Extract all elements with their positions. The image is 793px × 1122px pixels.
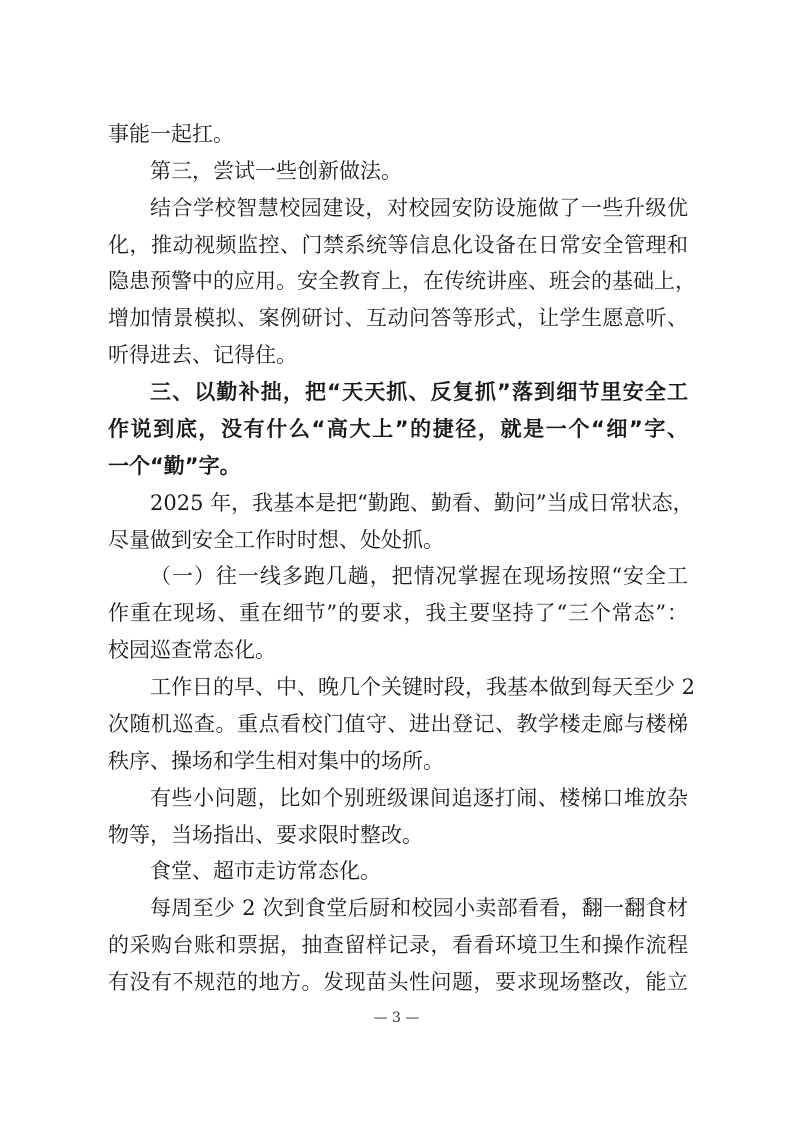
text-line-19: 每周至少 2 次到食堂后厨和校园小卖部看看，翻一翻食材 [150, 896, 688, 921]
text-line-12: 校园巡查常态化。 [108, 638, 276, 663]
text-line-7: 听得进去、记得住。 [108, 343, 297, 368]
text-line-15: 秩序、操场和学生相对集中的场所。 [108, 748, 444, 773]
text-line-14: 次随机巡查。重点看校门值守、进出登记、教学楼走廊与楼梯 [108, 711, 688, 736]
heading-line-1: 三、以勤补拙，把“天天抓、反复抓”落到细节里安全工 [150, 380, 688, 405]
text-line-8: 2025 年，我基本是把“勤跑、勤看、勤问”当成日常状态， [150, 490, 694, 515]
text-line-17: 物等，当场指出、要求限时整改。 [108, 822, 423, 847]
text-line-4: 化，推动视频监控、门禁系统等信息化设备在日常安全管理和 [108, 232, 688, 257]
text-line-16: 有些小问题，比如个别班级课间追逐打闹、楼梯口堆放杂 [150, 785, 688, 810]
text-line-3: 结合学校智慧校园建设，对校园安防设施做了一些升级优 [150, 195, 688, 220]
text-line-2: 第三，尝试一些创新做法。 [150, 158, 402, 183]
page-number: — 3 — [373, 1010, 420, 1026]
text-line-11: 作重在现场、重在细节”的要求，我主要坚持了“三个常态”： [108, 601, 688, 626]
heading-line-2: 作说到底，没有什么“高大上”的捷径，就是一个“细”字、 [108, 416, 688, 441]
text-line-5: 隐患预警中的应用。安全教育上，在传统讲座、班会的基础上， [108, 269, 696, 294]
text-line-20: 的采购台账和票据，抽查留样记录，看看环境卫生和操作流程 [108, 933, 688, 958]
heading-line-3: 一个“勤”字。 [108, 453, 241, 478]
text-line-10: （一）往一线多跑几趟，把情况掌握在现场按照“安全工 [150, 564, 688, 589]
text-line-6: 增加情景模拟、案例研讨、互动问答等形式，让学生愿意听、 [108, 306, 688, 331]
text-line-18: 食堂、超市走访常态化。 [150, 859, 381, 884]
text-line-1: 事能一起扛。 [108, 122, 234, 146]
text-line-9: 尽量做到安全工作时时想、处处抓。 [108, 527, 444, 552]
text-line-21: 有没有不规范的地方。发现苗头性问题，要求现场整改，能立 [108, 970, 688, 994]
text-line-13: 工作日的早、中、晚几个关键时段，我基本做到每天至少 2 [150, 675, 696, 700]
